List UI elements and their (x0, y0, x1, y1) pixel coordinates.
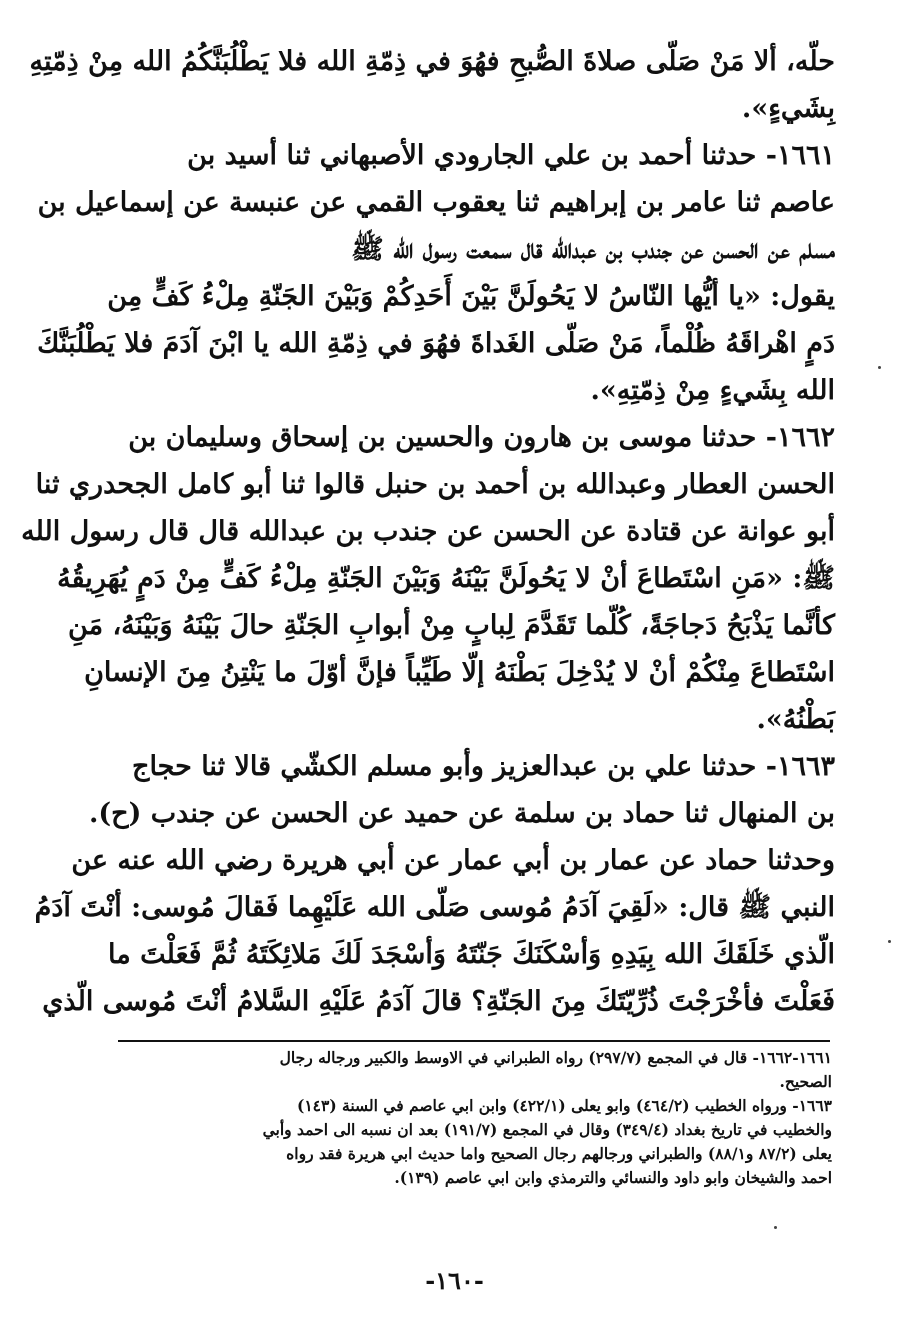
text-line: الحسن العطار وعبدالله بن أحمد بن حنبل قالوا ثنا أبو كامل الجحدري ثنا (35, 469, 835, 500)
footnote-line: يعلى (٨٧/٢ و٨٨/١) والطبراني ورجالهم رجال الصحيح واما حديث ابي هريرة فقد رواه (286, 1144, 832, 1163)
main-text (21, 38, 835, 1025)
text-line: بَطْنُهُ». (756, 704, 835, 735)
text-line: الّذي خَلَقَكَ الله بِيَدِهِ وَأسْكَنَكَ جَنّتَهُ وَأسْجَدَ لَكَ مَلائِكَتَهُ ثُمَّ فَعَلْتَ ما (108, 939, 835, 970)
scan-speck (888, 940, 891, 943)
footnote-line: احمد والشيخان وابو داود والنسائي والترمذي وابن ابي عاصم (١٣٩). (394, 1168, 832, 1187)
footnote-line: الصحيح. (779, 1072, 832, 1091)
page-number: -١٦٠- (425, 1266, 484, 1295)
text-line: فَعَلْتَ فأخْرَجْتَ ذُرِّيّتَكَ مِنَ الجَنّةِ؟ قالَ آدَمُ عَلَيْهِ السَّلامُ أنْتَ مُوسى الّذي (42, 986, 835, 1017)
hadith-1663-line: ١٦٦٣- حدثنا علي بن عبدالعزيز وأبو مسلم الكشّي قالا ثنا حجاج (132, 751, 835, 782)
text-line: النبي ﷺ قال: «لَقِيَ آدَمُ مُوسى صَلّى الله عَلَيْهِما فَقالَ مُوسى: أنْتَ آدَمُ (34, 892, 835, 923)
text-line: أبو عوانة عن قتادة عن الحسن عن جندب بن عبدالله قال قال رسول الله (21, 516, 835, 547)
text-line: الله بِشَيءٍ مِنْ ذِمّتِهِ». (590, 375, 835, 406)
text-line: وحدثنا حماد عن عمار بن أبي عمار عن أبي هريرة رضي الله عنه عن (71, 845, 835, 876)
text-line: مسلم عن الحسن عن جندب بن عبدالله قال سمعت رسول الله ﷺ (351, 234, 835, 265)
text-line: يقول: «يا أيُّها النّاسُ لا يَحُولَنَّ بَيْنَ أَحَدِكُمْ وَبَيْنَ الجَنّةِ مِلْءُ كَفٍّ مِن (107, 281, 835, 312)
footnote-divider (118, 1040, 830, 1042)
text-line: بن المنهال ثنا حماد بن سلمة عن حميد عن الحسن عن جندب (ح). (88, 798, 835, 829)
text-line: دَمٍ اهْراقَهُ ظُلْماً، مَنْ صَلّى الغَداةَ فهُوَ في ذِمّةِ الله يا ابْنَ آدَمَ فلا يَطْلُبَنَّكَ (37, 328, 835, 359)
text-line: كأنَّما يَذْبَحُ دَجاجَةً، كُلّما تَقَدَّمَ لِبابٍ مِنْ أبوابِ الجَنّةِ حالَ بَيْنَهُ وَبَيْنَهُ، مَنِ (68, 610, 835, 641)
text-line: حلّه، ألا مَنْ صَلّى صلاةَ الصُّبحِ فهُوَ في ذِمّةِ الله فلا يَطْلُبَنَّكُمُ الله مِنْ ذِمّتِهِ (29, 46, 835, 77)
hadith-1661-line: ١٦٦١- حدثنا أحمد بن علي الجارودي الأصبهاني ثنا أسيد بن (187, 140, 835, 171)
footnotes (120, 1046, 832, 1190)
text-line: عاصم ثنا عامر بن إبراهيم ثنا يعقوب القمي عن عنبسة عن إسماعيل بن (37, 187, 835, 218)
text-line: ﷺ: «مَنِ اسْتَطاعَ أنْ لا يَحُولَنَّ بَيْنَهُ وَبَيْنَ الجَنّةِ مِلْءُ كَفٍّ مِنْ دَمٍ يُهَرِيقُهُ (57, 563, 835, 594)
footnote-line: والخطيب في تاريخ بغداد (٣٤٩/٤) وقال في المجمع (١٩١/٧) بعد ان نسبه الى احمد وأبي (262, 1120, 832, 1139)
text-line: اسْتَطاعَ مِنْكُمْ أنْ لا يُدْخِلَ بَطْنَهُ إلّا طَيِّباً فإنَّ أوّلَ ما يَنْتِنُ مِنَ الإنسانِ (84, 657, 835, 688)
footnote-line: ١٦٦٣- ورواه الخطيب (٤٦٤/٢) وابو يعلى (٤٢٢/١) وابن ابي عاصم في السنة (١٤٣) (296, 1096, 832, 1115)
text-line: بِشَيءٍ». (741, 93, 835, 124)
scan-speck (774, 1226, 777, 1229)
footnote-line: ١٦٦١-١٦٦٢- قال في المجمع (٢٩٧/٧) رواه الطبراني في الاوسط والكبير ورجاله رجال (279, 1048, 832, 1067)
scan-speck (878, 366, 881, 369)
hadith-1662-line: ١٦٦٢- حدثنا موسى بن هارون والحسين بن إسحاق وسليمان بن (128, 422, 835, 453)
